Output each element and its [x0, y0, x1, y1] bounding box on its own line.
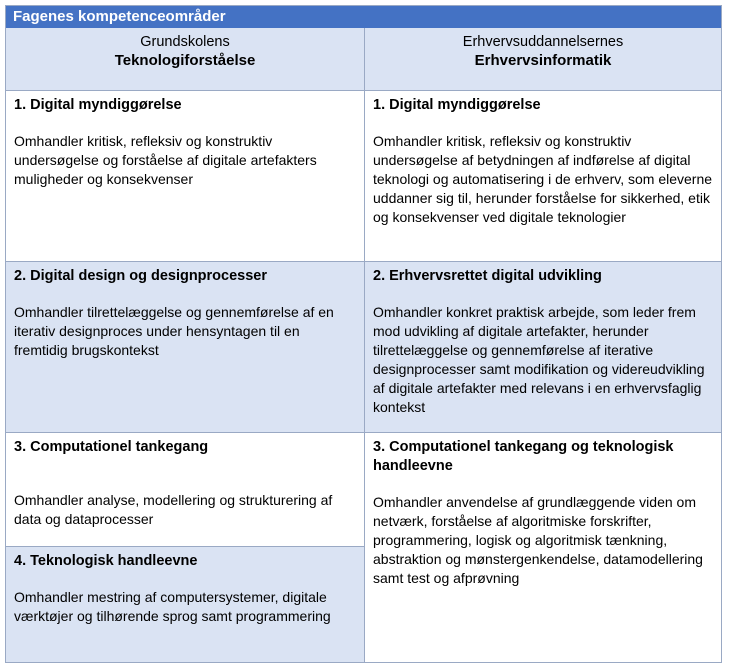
cell-heading: 1. Digital myndiggørelse	[373, 97, 541, 113]
right-cell-2	[365, 262, 721, 433]
cell-heading: 3. Computationel tankegang	[14, 439, 209, 455]
right-cell-1	[365, 91, 721, 262]
cell-heading: 1. Digital myndiggørelse	[14, 97, 182, 113]
cell-text: Omhandler anvendelse af grundlæggende viden om netværk, forståelse af algoritmiske forskrifter, programmering, logisk og algoritmisk tænkning, abstraktion og mønstergenkendelse, datamodellering samt test og afprøvning	[373, 494, 703, 586]
left-cell-3	[6, 433, 365, 547]
table-title: Fagenes kompetenceområder	[6, 6, 721, 28]
right-column-title: Erhvervsinformatik	[474, 52, 612, 69]
right-column-header	[365, 28, 721, 91]
cell-heading: 2. Erhvervsrettet digital udvikling	[373, 268, 602, 284]
cell-heading: 4. Teknologisk handleevne	[14, 553, 198, 569]
competence-table	[5, 5, 722, 663]
cell-text: Omhandler mestring af computersystemer, digitale værktøjer og tilhørende sprog samt programmering	[14, 589, 331, 624]
left-column-title: Teknologiforståelse	[114, 52, 256, 69]
left-cell-4	[6, 547, 365, 662]
left-column-header	[6, 28, 365, 91]
right-column-subtitle: Erhvervsuddannelsernes	[462, 34, 624, 50]
cell-text: Omhandler analyse, modellering og strukturering af data og dataprocesser	[14, 492, 333, 527]
cell-text: Omhandler konkret praktisk arbejde, som leder frem mod udvikling af digitale artefakter, herunder tilrettelæggelse og gennemførelse af iterative designprocesser samt modifikation og videreudvikling af digitale artefakter med relevans i en erhvervsfaglig kontekst	[373, 304, 705, 415]
cell-text: Omhandler kritisk, refleksiv og konstruktiv undersøgelse og forståelse af digitale artefakters muligheder og konsekvenser	[14, 133, 317, 187]
left-cell-2	[6, 262, 365, 433]
cell-text: Omhandler tilrettelæggelse og gennemførelse af en iterativ designproces under hensyntagen til en fremtidig brugskontekst	[14, 304, 334, 358]
cell-heading: 2. Digital design og designprocesser	[14, 268, 268, 284]
right-cell-3	[365, 433, 721, 662]
left-column-subtitle: Grundskolens	[140, 34, 230, 50]
left-cell-1	[6, 91, 365, 262]
cell-text: Omhandler kritisk, refleksiv og konstruktiv undersøgelse af betydningen af indførelse af digital teknologi og automatisering i de erhverv, som eleverne uddanner sig til, herunder forståelse for sikkerhed, etik og konsekvenser ved digitale teknologier	[373, 133, 713, 225]
cell-heading: 3. Computationel tankegang og teknologisk handleevne	[373, 439, 674, 474]
